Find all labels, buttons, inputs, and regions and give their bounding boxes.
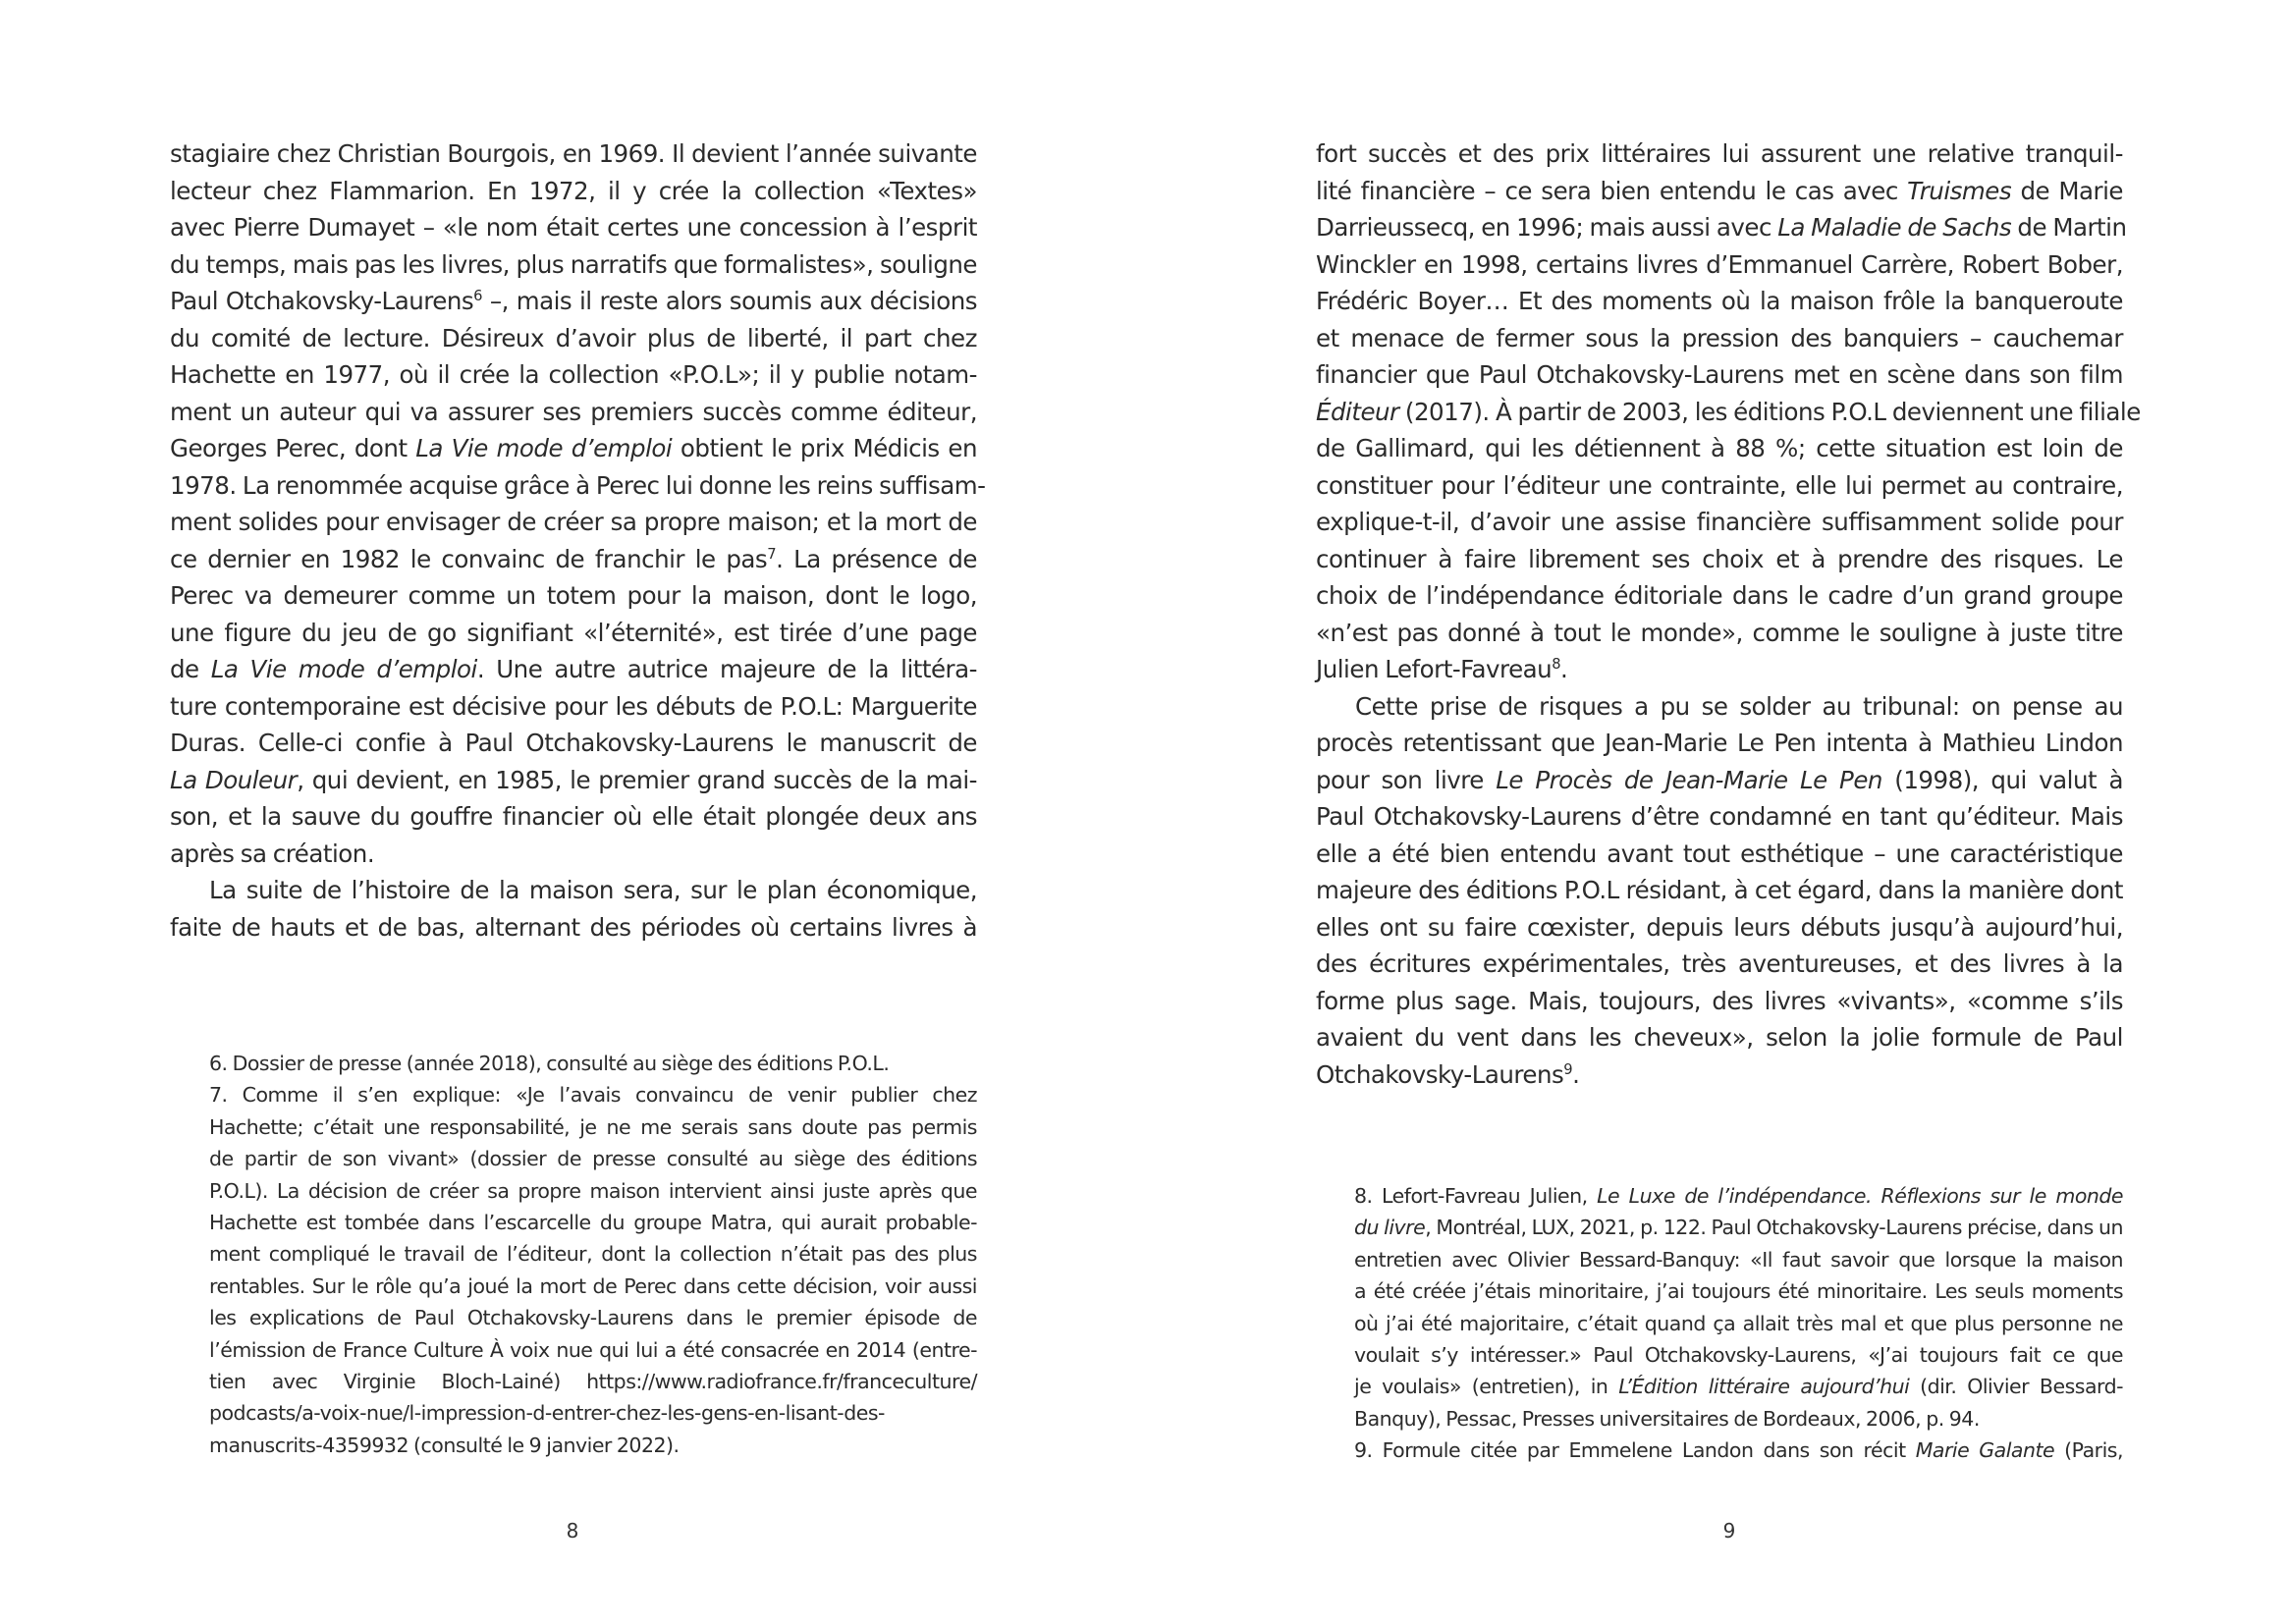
text-run: choix de l’indépendance éditoriale dans le cadre d’un grand groupe bbox=[1316, 581, 2123, 610]
footnote-line bbox=[209, 1079, 977, 1110]
footnote-line bbox=[209, 1302, 977, 1333]
text-line bbox=[1316, 209, 2127, 246]
text-run: Perec va demeurer comme un totem pour la maison, dont le logo, bbox=[170, 581, 977, 610]
text-run: des écritures expérimentales, très aventureuses, et des livres à la bbox=[1316, 949, 2123, 978]
text-run: (dir. Olivier Bessard- bbox=[1909, 1375, 2123, 1399]
text-run: je voulais» (entretien), in bbox=[1354, 1375, 1619, 1399]
text-line bbox=[170, 798, 977, 836]
text-line bbox=[1316, 541, 2123, 578]
text-line bbox=[170, 320, 977, 357]
text-run: fort succès et des prix littéraires lui assurent une relative tranquil- bbox=[1316, 139, 2123, 168]
footnote-line bbox=[209, 1366, 977, 1397]
text-run: Frédéric Boyer… Et des moments où la maison frôle la banqueroute bbox=[1316, 287, 2123, 315]
footnote-line bbox=[1354, 1371, 2123, 1402]
italic-title: La Maladie de Sachs bbox=[1777, 213, 2012, 242]
text-line bbox=[170, 504, 977, 541]
text-line bbox=[1316, 1019, 2123, 1056]
text-run: –, mais il reste alors soumis aux décisions bbox=[482, 287, 977, 315]
text-run: ment un auteur qui va assurer ses premiers succès comme éditeur, bbox=[170, 397, 977, 426]
text-line bbox=[1316, 577, 2123, 615]
text-run: pour son livre bbox=[1316, 765, 1497, 794]
footnote-line bbox=[1354, 1212, 2123, 1243]
text-run: Julien Lefort-Favreau bbox=[1316, 655, 1553, 683]
text-run: 7. Comme il s’en explique: «Je l’avais convaincu de venir publier chez bbox=[209, 1083, 977, 1108]
text-line bbox=[170, 467, 986, 505]
text-run: voulait s’y intéresser.» Paul Otchakovsky-Laurens, «J’ai toujours fait ce que bbox=[1354, 1342, 2123, 1367]
text-run: de bbox=[170, 655, 211, 683]
text-run: entretien avec Olivier Bessard-Banquy: «Il faut savoir que lorsque la maison bbox=[1354, 1247, 2123, 1272]
footnote-line bbox=[209, 1175, 977, 1207]
text-line bbox=[1316, 615, 2123, 652]
page-number: 8 bbox=[566, 1519, 579, 1543]
text-line bbox=[170, 762, 977, 799]
text-run: Georges Perec, dont bbox=[170, 434, 416, 462]
text-line bbox=[170, 394, 977, 431]
text-run: Hachette; c’était une responsabilité, je ne me serais sans doute pas permis bbox=[209, 1114, 977, 1139]
text-run: 8. Lefort-Favreau Julien, bbox=[1354, 1184, 1598, 1208]
text-run: où j’ai été majoritaire, c’était quand ça allait très mal et que plus personne ne bbox=[1354, 1311, 2123, 1335]
text-line bbox=[1316, 467, 2123, 505]
text-line bbox=[1316, 504, 2123, 541]
italic-title: Le Procès de Jean-Marie Le Pen bbox=[1496, 765, 1882, 794]
italic-title: Marie Galante bbox=[1915, 1438, 2055, 1463]
footnote-line bbox=[209, 1207, 977, 1238]
italic-title: Truismes bbox=[1907, 176, 2012, 205]
italic-title: Le Luxe de l’indépendance. Réflexions sur le monde bbox=[1597, 1184, 2123, 1208]
text-line bbox=[1316, 1056, 2123, 1094]
text-run: procès retentissant que Jean-Marie Le Pen intenta à Mathieu Lindon bbox=[1316, 729, 2123, 757]
text-run: Paul Otchakovsky-Laurens bbox=[170, 287, 474, 315]
text-run: ture contemporaine est décisive pour les débuts de P.O.L: Marguerite bbox=[170, 691, 977, 721]
text-run: elle a été bien entendu avant tout esthétique – une caractéristique bbox=[1316, 839, 2123, 868]
text-line bbox=[1316, 983, 2123, 1020]
footnote-line bbox=[209, 1397, 977, 1429]
text-run: après sa création. bbox=[170, 839, 375, 868]
text-run: de Gallimard, qui les détiennent à 88 %; cette situation est loin de bbox=[1316, 434, 2123, 462]
text-run: Hachette est tombée dans l’escarcelle du groupe Matra, qui aurait probable- bbox=[209, 1210, 977, 1234]
text-line bbox=[170, 541, 977, 578]
text-run: tien avec Virginie Bloch-Lainé) https://www.radiofrance.fr/franceculture/ bbox=[209, 1369, 977, 1393]
text-run: Duras. Celle-ci confie à Paul Otchakovsky-Laurens le manuscrit de bbox=[170, 729, 977, 757]
text-run: continuer à faire librement ses choix et à prendre des risques. Le bbox=[1316, 544, 2123, 573]
text-run: ment compliqué le travail de l’éditeur, dont la collection n’était pas des plus bbox=[209, 1242, 977, 1267]
text-run: , qui devient, en 1985, le premier grand succès de la mai- bbox=[297, 765, 978, 794]
text-run: obtient le prix Médicis en bbox=[672, 434, 977, 462]
text-run: 6. Dossier de presse (année 2018), consulté au siège des éditions P.O.L. bbox=[209, 1052, 890, 1075]
text-line bbox=[1316, 356, 2123, 394]
text-run: Banquy), Pessac, Presses universitaires de Bordeaux, 2006, p. 94. bbox=[1354, 1406, 1980, 1431]
text-line bbox=[170, 283, 977, 320]
text-run: lité financière – ce sera bien entendu le cas avec bbox=[1316, 176, 1908, 205]
text-run: . bbox=[1572, 1059, 1580, 1089]
text-line bbox=[1316, 283, 2123, 320]
footnote-line bbox=[209, 1430, 977, 1461]
text-run: Otchakovsky-Laurens bbox=[1316, 1059, 1564, 1089]
text-line bbox=[1316, 836, 2123, 873]
footnote-line bbox=[209, 1271, 977, 1302]
text-line bbox=[1316, 872, 2123, 909]
text-run: La suite de l’histoire de la maison sera, sur le plan économique, bbox=[209, 876, 977, 904]
text-line bbox=[1316, 135, 2123, 173]
footnote-line bbox=[209, 1111, 977, 1143]
text-run: l’émission de France Culture À voix nue qui lui a été consacrée en 2014 (entre- bbox=[209, 1337, 977, 1362]
text-run: Darrieussecq, en 1996; mais aussi avec bbox=[1316, 213, 1778, 242]
text-line bbox=[170, 577, 977, 615]
text-line bbox=[170, 135, 977, 173]
text-line bbox=[1316, 320, 2123, 357]
text-run: du temps, mais pas les livres, plus narratifs que formalistes», souligne bbox=[170, 249, 977, 279]
body-text bbox=[1316, 135, 2141, 1093]
footnote-line bbox=[1354, 1180, 2123, 1212]
text-run: constituer pour l’éditeur une contrainte, elle lui permet au contraire, bbox=[1316, 470, 2123, 500]
text-run: explique-t-il, d’avoir une assise financière suffisamment solide pour bbox=[1316, 508, 2123, 536]
text-run: avaient du vent dans les cheveux», selon la jolie formule de Paul bbox=[1316, 1023, 2123, 1052]
text-run: les explications de Paul Otchakovsky-Laurens dans le premier épisode de bbox=[209, 1306, 977, 1330]
text-run: stagiaire chez Christian Bourgois, en 1969. Il devient l’année suivante bbox=[170, 139, 977, 168]
text-run: financier que Paul Otchakovsky-Laurens met en scène dans son film bbox=[1316, 360, 2123, 389]
text-run: lecteur chez Flammarion. En 1972, il y crée la collection «Textes» bbox=[170, 176, 977, 205]
footnote-ref: 9 bbox=[1563, 1060, 1573, 1078]
text-run: 1978. La renommée acquise grâce à Perec lui donne les reins suffisam- bbox=[170, 470, 986, 500]
text-run: . La présence de bbox=[776, 544, 977, 573]
text-run: . bbox=[1560, 655, 1568, 683]
italic-title: L’Édition littéraire aujourd’hui bbox=[1618, 1375, 1910, 1399]
text-line bbox=[1316, 946, 2123, 983]
text-line bbox=[170, 430, 977, 467]
footnote-ref: 8 bbox=[1552, 655, 1561, 673]
text-line bbox=[1316, 725, 2123, 762]
footnote-line bbox=[1354, 1403, 2123, 1435]
text-run: Hachette en 1977, où il crée la collection «P.O.L»; il y publie notam- bbox=[170, 360, 977, 389]
footnote-line bbox=[1354, 1339, 2123, 1371]
body-text bbox=[170, 135, 986, 946]
text-run: de Marie bbox=[2011, 176, 2123, 205]
text-line bbox=[1316, 909, 2123, 947]
text-line bbox=[170, 725, 977, 762]
text-run: (1998), qui valut à bbox=[1881, 765, 2123, 794]
italic-title: La Douleur bbox=[170, 765, 298, 794]
text-run: , Montréal, LUX, 2021, p. 122. Paul Otchakovsky-Laurens précise, dans un bbox=[1425, 1216, 2123, 1240]
text-run: (2017). À partir de 2003, les éditions P.O.L deviennent une filiale bbox=[1398, 397, 2141, 426]
text-line bbox=[170, 909, 977, 947]
text-run: avec Pierre Dumayet – «le nom était certes une concession à l’esprit bbox=[170, 213, 977, 242]
text-line bbox=[170, 688, 977, 726]
footnote-line bbox=[1354, 1275, 2123, 1307]
text-run: (Paris, bbox=[2054, 1438, 2123, 1463]
italic-title: La Vie mode d’emploi bbox=[415, 434, 673, 462]
text-line bbox=[170, 615, 977, 652]
text-run: de Martin bbox=[2011, 213, 2127, 242]
text-line bbox=[170, 836, 977, 873]
text-line bbox=[170, 246, 977, 284]
text-run: faite de hauts et de bas, alternant des périodes où certains livres à bbox=[170, 912, 977, 942]
text-line bbox=[170, 356, 977, 394]
text-line bbox=[170, 872, 977, 909]
text-run: Cette prise de risques a pu se solder au tribunal: on pense au bbox=[1355, 691, 2123, 721]
text-line bbox=[170, 173, 977, 210]
text-run: Paul Otchakovsky-Laurens d’être condamné en tant qu’éditeur. Mais bbox=[1316, 802, 2123, 831]
footnote-ref: 7 bbox=[767, 545, 777, 563]
footnote-line bbox=[209, 1334, 977, 1366]
text-run: ment solides pour envisager de créer sa propre maison; et la mort de bbox=[170, 508, 977, 536]
text-line bbox=[1316, 688, 2123, 726]
italic-title: La Vie mode d’emploi bbox=[210, 655, 477, 683]
text-run: de partir de son vivant» (dossier de presse consulté au siège des éditions bbox=[209, 1147, 977, 1171]
text-run: majeure des éditions P.O.L résidant, à cet égard, dans la manière dont bbox=[1316, 876, 2123, 904]
footnote-line bbox=[1354, 1244, 2123, 1275]
footnote-line bbox=[1354, 1435, 2123, 1466]
text-run: Winckler en 1998, certains livres d’Emmanuel Carrère, Robert Bober, bbox=[1316, 249, 2123, 279]
text-line bbox=[170, 651, 977, 688]
text-run: . Une autre autrice majeure de la littéra- bbox=[476, 655, 977, 683]
italic-title: du livre bbox=[1354, 1216, 1426, 1240]
footnote-line bbox=[209, 1238, 977, 1270]
footnote-line bbox=[209, 1048, 977, 1079]
text-line bbox=[1316, 762, 2123, 799]
footnote-line bbox=[1354, 1308, 2123, 1339]
text-run: elles ont su faire cœxister, depuis leurs débuts jusqu’à aujourd’hui, bbox=[1316, 912, 2123, 942]
text-run: P.O.L). La décision de créer sa propre maison intervient ainsi juste après que bbox=[209, 1178, 977, 1203]
text-line bbox=[1316, 173, 2123, 210]
footnotes bbox=[209, 1048, 977, 1461]
text-run: ce dernier en 1982 le convainc de franchir le pas bbox=[170, 544, 768, 573]
italic-title: Éditeur bbox=[1316, 397, 1399, 426]
text-run: du comité de lecture. Désireux d’avoir plus de liberté, il part chez bbox=[170, 323, 977, 352]
text-line bbox=[1316, 246, 2123, 284]
page-number: 9 bbox=[1722, 1519, 1736, 1543]
footnote-ref: 6 bbox=[473, 287, 482, 304]
text-line bbox=[170, 209, 977, 246]
text-run: «n’est pas donné à tout le monde», comme le souligne à juste titre bbox=[1316, 618, 2123, 647]
text-run: podcasts/a-voix-nue/l-impression-d-entrer-chez-les-gens-en-lisant-des- bbox=[209, 1401, 885, 1426]
footnote-line bbox=[209, 1143, 977, 1174]
text-run: une figure du jeu de go signifiant «l’éternité», est tirée d’une page bbox=[170, 618, 977, 647]
text-run: 9. Formule citée par Emmelene Landon dans son récit bbox=[1354, 1438, 1916, 1463]
text-run: a été créée j’étais minoritaire, j’ai toujours été minoritaire. Les seuls moments bbox=[1354, 1279, 2123, 1304]
text-line bbox=[1316, 394, 2141, 431]
text-line bbox=[1316, 430, 2123, 467]
footnotes bbox=[1354, 1180, 2123, 1467]
right-page bbox=[1145, 0, 2289, 1624]
text-line bbox=[1316, 651, 2123, 688]
text-run: manuscrits-4359932 (consulté le 9 janvier 2022). bbox=[209, 1433, 680, 1457]
text-run: rentables. Sur le rôle qu’a joué la mort de Perec dans cette décision, voir aussi bbox=[209, 1273, 977, 1298]
text-run: forme plus sage. Mais, toujours, des livres «vivants», «comme s’ils bbox=[1316, 986, 2123, 1015]
left-page bbox=[0, 0, 1144, 1624]
text-run: et menace de fermer sous la pression des banquiers – cauchemar bbox=[1316, 323, 2123, 352]
text-line bbox=[1316, 798, 2123, 836]
text-run: son, et la sauve du gouffre financier où elle était plongée deux ans bbox=[170, 802, 977, 831]
